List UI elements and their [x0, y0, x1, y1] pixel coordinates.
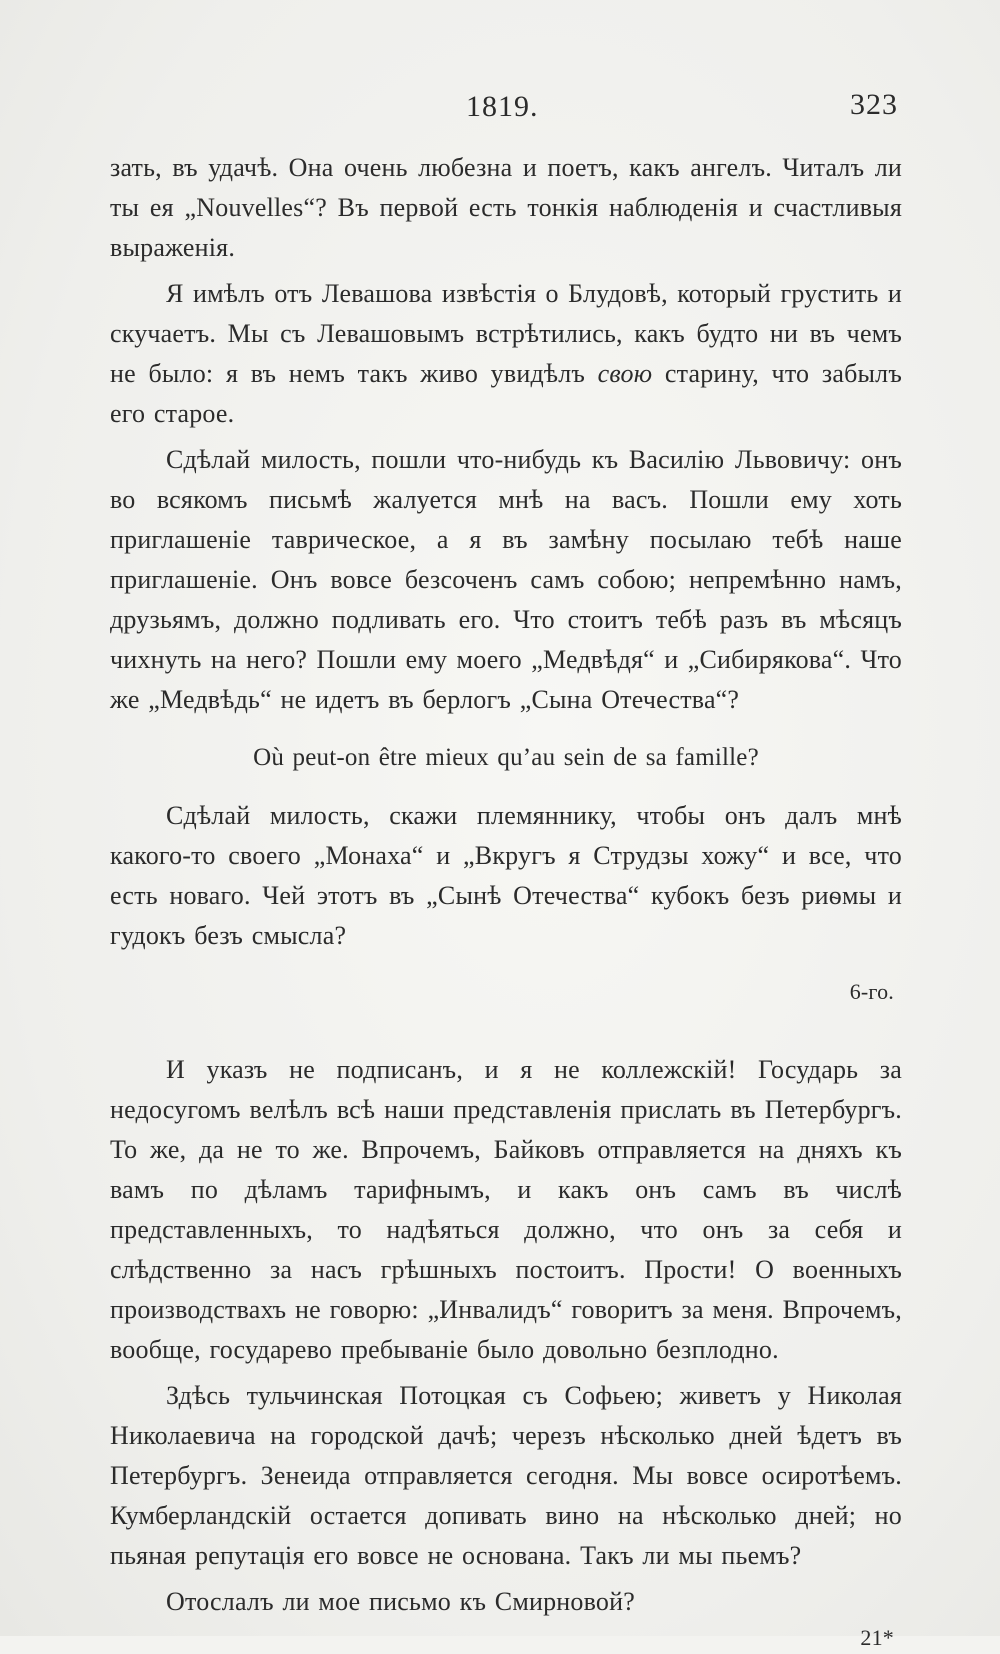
paragraph-2-end: старину, что забылъ его старое.	[110, 359, 902, 428]
paragraph-1: зать, въ удачѣ. Она очень любезна и поетъ, какъ ангелъ. Читалъ ли ты ея „Nouvelles“? Въ первой есть тонкія наблюденія и счастливыя выраженія.	[110, 153, 902, 262]
paragraph-3: Сдѣлай милость, пошли что-нибудь къ Василію Львовичу: онъ во всякомъ письмѣ жалуется мнѣ на васъ. Пошли ему хоть приглашеніе таврическое, а я въ замѣну посылаю тебѣ наше приглашеніе. Онъ вовсе безсоченъ самъ собою; непремѣнно намъ, друзьямъ, должно подливать его. Что стоитъ тебѣ разъ въ мѣсяцъ чихнуть на него? Пошли ему моего „Медвѣдя“ и „Сибирякова“. Что же „Медвѣдь“ не идетъ въ берлогъ „Сына Отечества“?	[110, 445, 902, 714]
paragraph-2	[110, 274, 902, 434]
paragraph-7: Отослалъ ли мое письмо къ Смирновой?	[166, 1587, 635, 1616]
french-quote: Où peut-on être mieux qu’au sein de sa famille?	[253, 744, 759, 771]
running-head-year: 1819.	[466, 90, 539, 123]
printer-signature: 21*	[860, 1625, 894, 1650]
letter-date: 6-го.	[849, 979, 894, 1004]
body-text	[110, 148, 902, 1654]
page-number: 323	[850, 88, 898, 121]
paragraph-2-emphasis: свою	[597, 359, 653, 388]
paragraph-4: Сдѣлай милость, скажи племяннику, чтобы онъ далъ мнѣ какого-то своего „Монаха“ и „Вкругъ я Струдзы хожу“ и все, что есть новаго. Чей этотъ въ „Сынѣ Отечества“ кубокъ безъ риѳмы и гудокъ безъ смысла?	[110, 801, 902, 950]
paragraph-6: Здѣсь тульчинская Потоцкая съ Софьею; живетъ у Николая Николаевича на городской дачѣ; черезъ нѣсколько дней ѣдетъ въ Петербургъ. Зенеида отправляется сегодня. Мы вовсе осиротѣемъ. Кумберландскій остается допивать вино на нѣсколько дней; но пьяная репутація его вовсе не основана. Такъ ли мы пьемъ?	[110, 1381, 902, 1570]
paragraph-5: И указъ не подписанъ, и я не коллежскій! Государь за недосугомъ велѣлъ всѣ наши представленія прислать въ Петербургъ. То же, да не то же. Впрочемъ, Байковъ отправляется на дняхъ къ вамъ по дѣламъ тарифнымъ, и какъ онъ самъ въ числѣ представленныхъ, то надѣяться должно, что онъ за себя и слѣдственно за насъ грѣшныхъ постоитъ. Прости! О военныхъ производствахъ не говорю: „Инвалидъ“ говоритъ за меня. Впрочемъ, вообще, государево пребываніе было довольно безплодно.	[110, 1055, 902, 1364]
paragraph-2-start: Я имѣлъ отъ Левашова извѣстія о Блудовѣ, который грустить и скучаетъ. Мы съ Левашовымъ встрѣтились, какъ будто ни въ чемъ не было: я въ немъ такъ живо увидѣлъ	[110, 279, 902, 388]
page-header	[110, 90, 900, 130]
